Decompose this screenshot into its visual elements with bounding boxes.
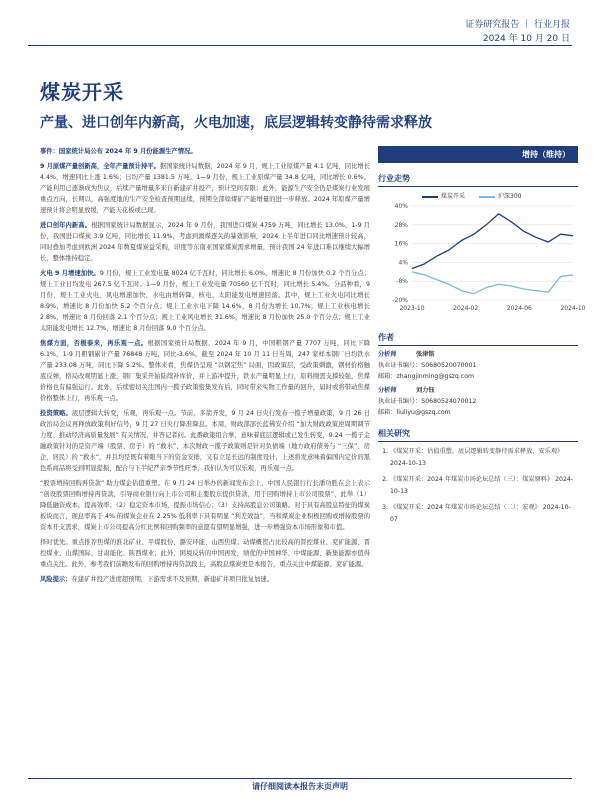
paragraph-text: 在建矿井投产进度超预期，下游需求不及预期，新建矿井项目批复加速。: [71, 576, 273, 583]
paragraph-heading: 焦煤方面，否极泰来，再乐观一点。: [40, 340, 148, 347]
report-title: 产量、进口创年内新高，火电加速，底层逻辑转变静待需求释放: [40, 115, 432, 131]
industry-name: 煤炭开采: [40, 80, 124, 104]
paragraph: [40, 268, 370, 334]
footer-divider: [28, 778, 572, 779]
paragraph: [40, 408, 370, 474]
paragraph-text: 9 月份，规上工业发电量 8024 亿千瓦时，同比增长 6.0%，增速比 8 月份加快 0.2 个百分点；规上工业日均发电 267.5 亿千瓦时。1—9 月份，规上工业发电量 70560 亿千瓦时，同比增长 5.4%。分品种看，9 月份，规上工业火电、风电增速加快，水电由增转降，核电、太阳能发电增速回落。其中，规上工业火电同比增长 8.9%，增速比 8 月份加快 5.2 个百分点；规上工业水电下降 14.6%，8 月份为增长 10.7%；规上工业核电增长 2.8%，增速比 8 月份回落 2.1 个百分点；规上工业风电增长 31.6%，增速比 8 月份加快 25.0 个百分点；规上工业太阳能发电增长 12.7%，增速比 8 月份回落 9.0 个百分点。: [40, 270, 370, 332]
paragraph-text: 根据国家统计局数据显示，2024 年 9 月份，我国进口煤炭 4759 万吨，同比增长 13.0%，1-9 月份，我国进口煤炭 3.9 亿吨，同比增长 11.9%，考虑到澳煤逐关的暴效影响，2024 上半年进口同比增速预计较高，同时叠加考虑到欧洲 2024 年数夏煤炭益采购，印度等东南亚国家煤炭需求增量，预计我国 24 年进口难以继续大幅增长，整体维持稳定。: [40, 222, 371, 262]
paragraph-heading: 投资策略。: [40, 410, 72, 417]
chart-legend: [422, 191, 578, 200]
related-title: 相关研究: [378, 426, 578, 442]
author-detail: 执业证书编号：S0680524070012: [378, 398, 477, 405]
paragraph-text: 底层逻辑大转变，乐观，再乐观一点。节前，多箭齐发，9 月 24 日央行发布一揽子增量政策，9 月 26 日政治局会议再释放政策利好信号，9 月 27 日央行降准降息。本周，财政部部长蓝佛安介绍 “加大财政政策逆周期调节力度、推动经济高质量发展” 有关情况，并答记者问。此番政策组合拳，意味着底层逻辑或已发生转变，9.24 一揽子金融政策针对的是资产端（股票、房子）的 “救水”，本次财政一揽子政策则是针对负债端（地方政府债务与 “三保”、房企、居民）的 “救水”，并且均是既有着眼当下的资金安排，又有立足长远的制度设计，上述将发意味着偏国内定价的黑色系商品将受到明显提振，配合与下半紀严亲季节性旺季，我们认为可以乐观，再乐观一点。: [40, 410, 370, 472]
author-entry: [378, 385, 578, 418]
report-header: [465, 18, 570, 46]
paragraph: [40, 220, 370, 264]
series-line-1: [412, 272, 573, 294]
x-tick-label: 2024-02: [453, 305, 479, 312]
author-detail: 邮箱：liuliyu@gszq.com: [378, 409, 451, 416]
x-tick-label: 2023-10: [399, 305, 425, 312]
paragraph-heading: 风险提示：: [40, 576, 72, 583]
author-role: 分析师: [378, 351, 397, 358]
y-tick-label: 28%: [394, 221, 408, 229]
paragraph-heading: 事件：国家统计局公布 2024 年 9 月份能源生产情况。: [40, 148, 197, 155]
paragraph-heading: 火电 9 月增速加快。: [40, 270, 100, 277]
author-entry: [378, 349, 578, 382]
paragraph: [40, 338, 370, 404]
y-tick-label: -8%: [396, 278, 408, 286]
related-report[interactable]: 3. 《煤炭开采：2024 年煤炭市场论坛总结（二）：宏观》 2024-10-07: [390, 502, 578, 526]
paragraph: [40, 478, 370, 533]
series-line-0: [412, 214, 573, 269]
rating-badge: 增持（维持）: [378, 146, 578, 163]
paragraph: [40, 537, 370, 570]
paragraph: [40, 161, 370, 216]
sidebar: [378, 146, 586, 530]
paragraph-heading: 9 月原煤产量创新高，全年产量预计持平。: [40, 163, 160, 170]
author-detail: 邮箱：zhangjinming@gszq.com: [378, 373, 475, 380]
paragraph-text: 根据国家统计局数据，2024 年 9 月，中国粗钢产量 7707 万吨，同比下降 6.1%，1-9 月粗钢累计产量 76848 万吨，同比-3.6%。截至 2024 年 10 月 11 日当周，247 家样本钢厂日均铁水产量 233.08 万吨，同比下降 5.2%。整体来看，焦煤仍呈现 “以钢定焦” 局面，因政策层，受政策刺激，钢材价格触底反弹，格局改观明显上涨，钢厂集采开始陆续补库价，并上游冲提升，铁水产量明显上行，原料刚需支撑较强，焦煤价格也有偏强运行。此外，后续密切关注国内一揽子政策密集发布后，同时带来实物工作量的回升，届时或将带动焦煤价格整体上行，再乐观一点。: [40, 340, 371, 402]
report-type: 证券研究报告 ｜ 行业月报: [465, 20, 570, 30]
paragraph: [40, 146, 370, 157]
paragraph: [40, 574, 370, 585]
trend-chart: [378, 200, 586, 318]
footer-disclaimer: 请仔细阅读本报告末页声明: [252, 782, 348, 791]
paragraph-text: 据国家统计局数据，2024 年 9 月，规上工业原煤产量 4.1 亿吨，同比增长 4.4%，增速同比上涨 1.6%；日均产量 1381.5 万吨。1—9 月份，规上工业原煤产量 34.8 亿吨，同比增长 0.6%。产能利用已逐渐成为焦议，后续产量增量多来自新建矿井投产，预计空间有限；此外，能源生产安全仍是煤炭行业发展重点方向，长期以，高强度地的生产安全检查预期延续，预期全部如煤矿产能增量的进一步释放。2024 年原煤产量增速预计将会明显放缓，产能天花板或已现。: [40, 163, 370, 214]
report-body: [40, 146, 370, 589]
y-tick-label: -20%: [392, 297, 408, 304]
header-divider: [28, 45, 572, 46]
y-tick-label: 4%: [398, 259, 408, 267]
paragraph-heading: 进口创年内新高。: [40, 222, 92, 229]
authors-title: 作者: [378, 330, 578, 346]
related-list: [378, 446, 578, 526]
author-name: 刘力钰: [416, 387, 435, 394]
trend-title: 行业走势: [378, 171, 578, 187]
author-role: 分析师: [378, 387, 397, 394]
authors-list: [378, 349, 578, 418]
legend-coal: 煤炭开采: [422, 191, 465, 200]
author-detail: 执业证书编号：S0680520070001: [378, 362, 477, 369]
y-tick-label: 40%: [394, 203, 408, 210]
related-report[interactable]: 1. 《煤炭开采：估值重塑，底层逻辑转变静待需求释放，安乐观》 2024-10-13: [390, 446, 578, 470]
related-report[interactable]: 2. 《煤炭开采：2024 年煤炭市场论坛总结（三）：煤炭原料》 2024-10-13: [390, 474, 578, 498]
paragraph-text: 择时优先。重点推荐焦煤的淮北矿业、平煤股份、潞安环能、山西焦煤；动煤概贺占比较高的晋控煤业、兖矿能源、晋控煤业、山煤国际、甘肃能化、陕西煤业；此外，困境反转的中国再发，绩优的中国神华、中煤能源、新集能源亦值得重点关注。此外，参考我们前瞻发布的回购增持再贷款段主，高股息煤炭更是本报告，重点关注中煤能源、兖矿能源。: [40, 539, 370, 568]
x-tick-label: 2024-10: [560, 305, 586, 312]
author-name: 张津铭: [416, 351, 435, 358]
y-tick-label: 16%: [394, 240, 408, 248]
x-tick-label: 2024-06: [506, 305, 532, 312]
report-date: 2024 年 10 月 20 日: [482, 34, 570, 44]
legend-hs300: 沪深300: [479, 191, 521, 200]
paragraph-text: “股票增持回购再贷款” 助力煤企估值重塑。在 9 月 24 日举办的新闻发布会上，中国人民银行行长潘功胜在会上表示 “创设股票回购增持再贷款，引导商业银行向上市公司和主要股东提供贷款，用于回购增持上市公司股票”，此举（1）降低融资成本，提高效率；（2）稳定资本市场，提振市场信心；（3）支持高股息公司策略。对于具有高股息特征的煤炭板块而言，现息率高于 4% 的煤炭企业在 2.25% 低利率下具有明显 “利差效益”，当和煤炭企业积极回购或增持股票的资本开支需求，煤炭上市公司提高分红比例和回购频率的意愿有望明显增强，进一步增强资本市场形象和市值。: [40, 480, 370, 531]
